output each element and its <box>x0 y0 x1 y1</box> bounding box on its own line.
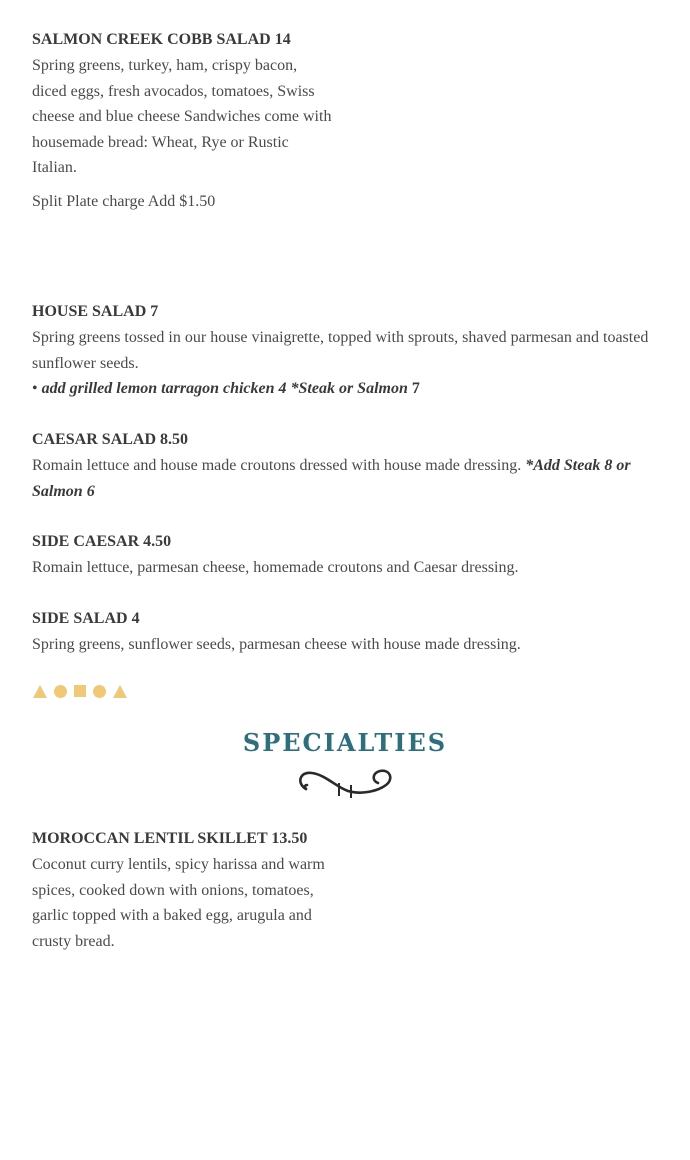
addon-text: *Add Steak 8 or Salmon 6 <box>32 457 631 500</box>
description-line: Coconut curry lentils, spicy harissa and warm <box>32 856 325 873</box>
description-line: spices, cooked down with onions, tomatoes, <box>32 881 314 899</box>
description-line: cheese and blue cheese Sandwiches come with <box>32 108 332 126</box>
item-title: MOROCCAN LENTIL SKILLET 13.50 <box>32 830 308 847</box>
addon-bullet: • <box>32 380 42 398</box>
description-line: Italian. <box>32 159 77 177</box>
menu-item-moroccan-lentil-skillet <box>32 827 325 954</box>
section-heading-specialties: SPECIALTIES <box>242 728 448 757</box>
item-description: Romain lettuce, parmesan cheese, homemade croutons and Caesar dressing. <box>32 559 519 576</box>
item-title: SALMON CREEK COBB SALAD 14 <box>32 31 291 48</box>
addon-price: 7 <box>407 380 420 398</box>
triangle-icon <box>33 685 47 698</box>
square-icon <box>74 685 86 697</box>
circle-icon <box>93 685 106 698</box>
triangle-icon <box>113 685 127 698</box>
menu-item-cobb-salad <box>32 28 331 215</box>
menu-item-caesar-salad <box>32 428 658 504</box>
description-line: crusty bread. <box>32 932 115 950</box>
item-title: CAESAR SALAD 8.50 <box>32 431 189 448</box>
addon-text: add grilled lemon tarragon chicken 4 *Steak or Salmon <box>41 380 408 398</box>
item-addon <box>32 376 658 402</box>
menu-item-house-salad <box>32 300 658 402</box>
menu-item-side-caesar <box>32 530 658 581</box>
decorative-shapes-row <box>33 683 127 699</box>
item-description <box>32 53 331 215</box>
description-text: Romain lettuce and house made croutons dressed with house made dressing. <box>32 457 526 474</box>
split-plate-charge: Split Plate charge Add $1.50 <box>32 192 216 210</box>
circle-icon <box>54 685 67 698</box>
description-line: diced eggs, fresh avocados, tomatoes, Swiss <box>32 82 315 100</box>
specialties-heading-wrap <box>0 728 690 758</box>
description-line: Spring greens, turkey, ham, crispy bacon, <box>32 57 298 74</box>
item-title: SIDE SALAD 4 <box>32 610 140 627</box>
menu-item-side-salad <box>32 607 658 658</box>
item-title: HOUSE SALAD 7 <box>32 303 159 320</box>
item-description <box>32 852 325 954</box>
item-description: Spring greens, sunflower seeds, parmesan cheese with house made dressing. <box>32 636 521 653</box>
scroll-flourish-icon <box>292 765 396 805</box>
item-description: Spring greens tossed in our house vinaigrette, topped with sprouts, shaved parmesan and toasted sunflower seeds. <box>32 329 649 372</box>
description-line: garlic topped with a baked egg, arugula and <box>32 907 312 925</box>
item-description <box>32 453 658 504</box>
item-title: SIDE CAESAR 4.50 <box>32 533 172 550</box>
description-line: housemade bread: Wheat, Rye or Rustic <box>32 133 289 151</box>
